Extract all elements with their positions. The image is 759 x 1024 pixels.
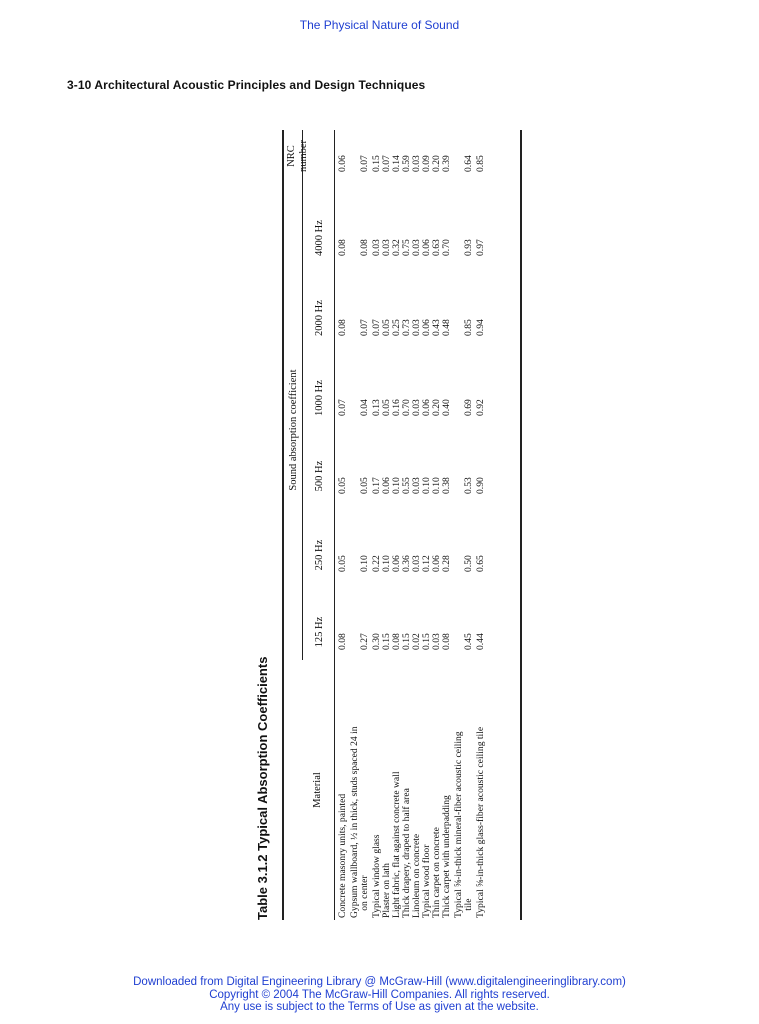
material-cell: tile — [463, 898, 474, 918]
material-cell: Light fabric, flat against concrete wall — [391, 771, 402, 918]
coefficient-cell: 0.65 — [475, 555, 486, 572]
coefficient-cell: 0.32 — [391, 239, 402, 256]
coefficient-cell: 0.03 — [411, 555, 422, 572]
coefficient-cell: 0.55 — [401, 477, 412, 494]
coefficient-cell: 0.75 — [401, 239, 412, 256]
coefficient-cell: 0.22 — [371, 555, 382, 572]
material-cell: Linoleum on concrete — [411, 833, 422, 918]
column-header-125hz: 125 Hz — [314, 616, 325, 648]
material-cell: Typical wood floor — [421, 844, 432, 918]
table-row — [464, 130, 474, 920]
coefficient-cell: 0.05 — [337, 555, 348, 572]
nrc-cell: 0.06 — [337, 155, 348, 172]
coefficient-cell: 0.10 — [391, 477, 402, 494]
coefficient-cell: 0.30 — [371, 633, 382, 650]
coefficient-cell: 0.85 — [463, 319, 474, 336]
material-cell: Thin carpet on concrete — [431, 827, 442, 918]
coefficient-cell: 0.92 — [475, 399, 486, 416]
coefficient-cell: 0.16 — [391, 399, 402, 416]
nrc-cell: 0.07 — [359, 155, 370, 172]
nrc-cell: 0.64 — [463, 155, 474, 172]
nrc-cell: 0.09 — [421, 155, 432, 172]
coefficient-cell: 0.06 — [431, 555, 442, 572]
table-bottom-rule — [520, 130, 522, 920]
coefficient-cell: 0.28 — [441, 555, 452, 572]
coefficient-cell: 0.08 — [359, 239, 370, 256]
coefficient-cell: 0.06 — [421, 239, 432, 256]
coefficient-cell: 0.10 — [421, 477, 432, 494]
nrc-cell: 0.07 — [381, 155, 392, 172]
coefficient-cell: 0.03 — [411, 477, 422, 494]
material-cell: Typical window glass — [371, 834, 382, 918]
coefficient-cell: 0.17 — [371, 477, 382, 494]
nrc-header-line1: NRC — [286, 145, 297, 167]
column-header-250hz: 250 Hz — [314, 539, 325, 571]
section-title: 3-10 Architectural Acoustic Principles and Design Techniques — [67, 78, 426, 92]
coefficient-cell: 0.53 — [463, 477, 474, 494]
table-caption: Table 3.1.2 Typical Absorption Coefficients — [255, 656, 270, 920]
coefficient-cell: 0.08 — [391, 633, 402, 650]
coefficient-cell: 0.05 — [381, 319, 392, 336]
coefficient-cell: 0.70 — [441, 239, 452, 256]
material-cell: Thick drapery, draped to half area — [401, 788, 412, 918]
coefficient-cell: 0.45 — [463, 633, 474, 650]
column-header-material: Material — [312, 772, 323, 808]
coefficient-cell: 0.50 — [463, 555, 474, 572]
column-header-nrc — [286, 126, 310, 186]
coefficient-cell: 0.12 — [421, 555, 432, 572]
coefficient-cell: 0.73 — [401, 319, 412, 336]
coefficient-cell: 0.69 — [463, 399, 474, 416]
coefficient-cell: 0.13 — [371, 399, 382, 416]
column-header-4000hz: 4000 Hz — [314, 220, 325, 256]
coefficient-cell: 0.07 — [371, 319, 382, 336]
coefficient-cell: 0.08 — [337, 633, 348, 650]
coefficient-cell: 0.08 — [441, 633, 452, 650]
coefficient-cell: 0.03 — [411, 239, 422, 256]
nrc-cell: 0.03 — [411, 155, 422, 172]
running-head: The Physical Nature of Sound — [299, 18, 460, 32]
footer-download-line: Downloaded from Digital Engineering Library @ McGraw-Hill (www.digitalengineeringlibrary.com) — [133, 976, 626, 988]
column-group-header: Sound absorption coefficient — [288, 369, 299, 491]
coefficient-cell: 0.03 — [411, 319, 422, 336]
table-header-rule — [334, 130, 335, 920]
nrc-cell: 0.85 — [475, 155, 486, 172]
coefficient-cell: 0.38 — [441, 477, 452, 494]
coefficient-cell: 0.06 — [421, 399, 432, 416]
coefficient-cell: 0.97 — [475, 239, 486, 256]
coefficient-cell: 0.44 — [475, 633, 486, 650]
coefficient-cell: 0.43 — [431, 319, 442, 336]
coefficient-cell: 0.10 — [381, 555, 392, 572]
coefficient-cell: 0.08 — [337, 319, 348, 336]
table-top-rule — [282, 130, 284, 920]
nrc-cell: 0.59 — [401, 155, 412, 172]
coefficient-cell: 0.15 — [381, 633, 392, 650]
nrc-cell: 0.15 — [371, 155, 382, 172]
rotated-table-block — [252, 130, 522, 920]
coefficient-cell: 0.90 — [475, 477, 486, 494]
table-row — [338, 130, 348, 920]
material-cell: Concrete masonry units, painted — [337, 793, 348, 918]
coefficient-cell: 0.10 — [359, 555, 370, 572]
coefficient-cell: 0.03 — [411, 399, 422, 416]
coefficient-cell: 0.05 — [337, 477, 348, 494]
nrc-cell: 0.20 — [431, 155, 442, 172]
coefficient-cell: 0.48 — [441, 319, 452, 336]
column-header-1000hz: 1000 Hz — [314, 380, 325, 416]
coefficient-cell: 0.04 — [359, 399, 370, 416]
coefficient-cell: 0.63 — [431, 239, 442, 256]
coefficient-cell: 0.03 — [371, 239, 382, 256]
coefficient-cell: 0.06 — [421, 319, 432, 336]
footer — [0, 976, 759, 1014]
coefficient-cell: 0.27 — [359, 633, 370, 650]
coefficient-cell: 0.10 — [431, 477, 442, 494]
coefficient-cell: 0.06 — [391, 555, 402, 572]
coefficient-cell: 0.03 — [431, 633, 442, 650]
material-cell: Gypsum wallboard, ½ in thick, studs spaced 24 in — [349, 726, 360, 918]
column-header-2000hz: 2000 Hz — [314, 300, 325, 336]
footer-terms-line: Any use is subject to the Terms of Use as given at the website. — [220, 1001, 539, 1013]
material-cell: Thick carpet with underpadding — [441, 795, 452, 918]
coefficient-cell: 0.05 — [359, 477, 370, 494]
coefficient-cell: 0.02 — [411, 633, 422, 650]
nrc-cell: 0.39 — [441, 155, 452, 172]
table-row — [476, 130, 486, 920]
table-row — [360, 130, 370, 920]
material-cell: Typical ⅝-in-thick glass-fiber acoustic ceiling tile — [475, 726, 486, 918]
coefficient-cell: 0.40 — [441, 399, 452, 416]
coefficient-cell: 0.05 — [381, 399, 392, 416]
coefficient-cell: 0.15 — [421, 633, 432, 650]
absorption-table — [282, 130, 522, 920]
material-cell: on center — [359, 875, 370, 918]
coefficient-cell: 0.08 — [337, 239, 348, 256]
coefficient-cell: 0.07 — [359, 319, 370, 336]
coefficient-cell: 0.93 — [463, 239, 474, 256]
footer-copyright-line: Copyright © 2004 The McGraw-Hill Companies. All rights reserved. — [209, 988, 550, 1001]
group-header-rule — [302, 130, 303, 660]
material-cell: Plaster on lath — [381, 863, 392, 918]
nrc-header-line2: number — [298, 139, 309, 173]
coefficient-cell: 0.15 — [401, 633, 412, 650]
coefficient-cell: 0.70 — [401, 399, 412, 416]
nrc-cell: 0.14 — [391, 155, 402, 172]
coefficient-cell: 0.36 — [401, 555, 412, 572]
coefficient-cell: 0.20 — [431, 399, 442, 416]
coefficient-cell: 0.06 — [381, 477, 392, 494]
coefficient-cell: 0.03 — [381, 239, 392, 256]
coefficient-cell: 0.25 — [391, 319, 402, 336]
column-header-500hz: 500 Hz — [314, 460, 325, 492]
coefficient-cell: 0.07 — [337, 399, 348, 416]
material-cell: Typical ⅝-in-thick mineral-fiber acoustic ceiling — [453, 731, 464, 918]
coefficient-cell: 0.94 — [475, 319, 486, 336]
table-row — [442, 130, 452, 920]
